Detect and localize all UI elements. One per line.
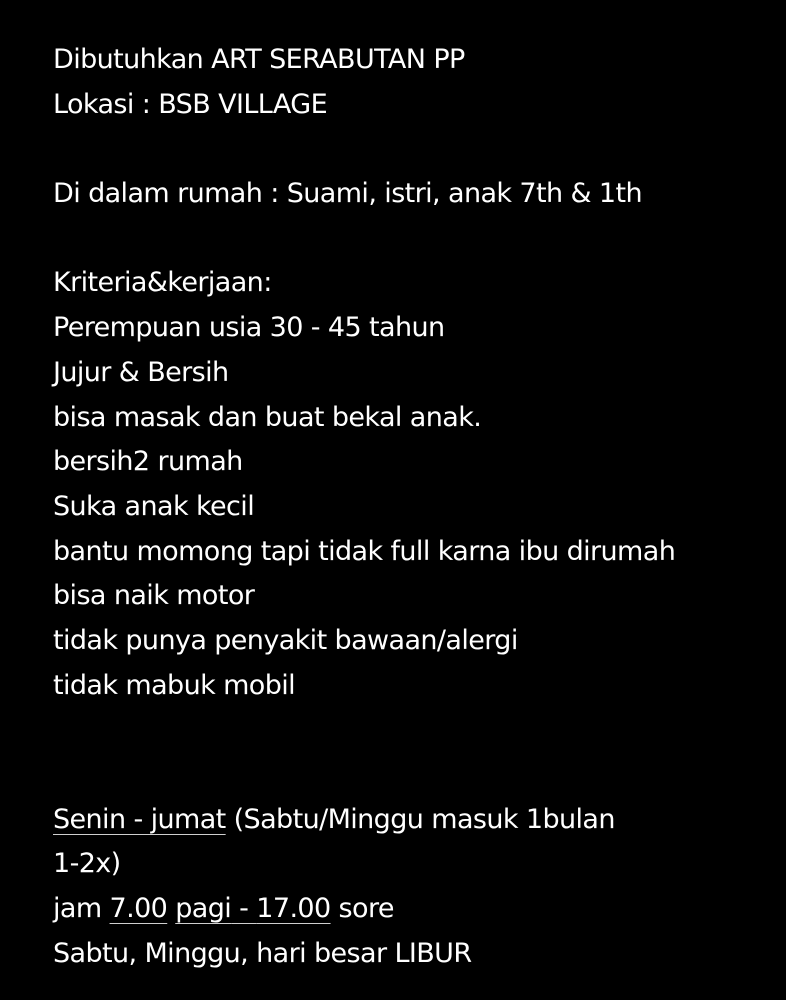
- time-range-dash: -: [231, 893, 257, 925]
- time-range-pagi: pagi: [175, 893, 232, 925]
- off-days-line: Sabtu, Minggu, hari besar LIBUR: [53, 937, 472, 969]
- blank-line: [53, 217, 773, 262]
- criteria-item: tidak mabuk mobil: [53, 669, 296, 701]
- note-body: [53, 38, 773, 976]
- hours-suffix: sore: [330, 893, 394, 925]
- job-title: Dibutuhkan ART SERABUTAN PP: [53, 44, 465, 75]
- hours-prefix: jam: [53, 893, 110, 925]
- work-days-line: [53, 798, 773, 843]
- work-days-note-continued: 1-2x): [53, 848, 121, 880]
- household-line: Di dalam rumah : Suami, istri, anak 7th & 1th: [53, 178, 643, 210]
- time-range-end: 17.00: [256, 893, 331, 925]
- criteria-item: Perempuan usia 30 - 45 tahun: [53, 312, 445, 344]
- criteria-item: bantu momong tapi tidak full karna ibu dirumah: [53, 535, 676, 567]
- criteria-heading: Kriteria&kerjaan:: [53, 267, 272, 299]
- criteria-item: tidak punya penyakit bawaan/alergi: [53, 624, 518, 656]
- time-range-link[interactable]: [175, 893, 330, 924]
- criteria-item: bisa naik motor: [53, 580, 255, 612]
- blank-line: [53, 127, 773, 172]
- work-hours-line: [53, 887, 773, 932]
- criteria-item: Jujur & Bersih: [53, 356, 229, 388]
- start-time-link[interactable]: 7.00: [109, 893, 168, 925]
- blank-lines: [53, 708, 773, 797]
- criteria-item: Suka anak kecil: [53, 490, 255, 522]
- work-days-link[interactable]: Senin - jumat: [53, 803, 226, 835]
- criteria-item: bersih2 rumah: [53, 446, 243, 478]
- location-line: Lokasi : BSB VILLAGE: [53, 88, 328, 120]
- work-days-note: (Sabtu/Minggu masuk 1bulan: [225, 803, 615, 835]
- criteria-item: bisa masak dan buat bekal anak.: [53, 401, 482, 433]
